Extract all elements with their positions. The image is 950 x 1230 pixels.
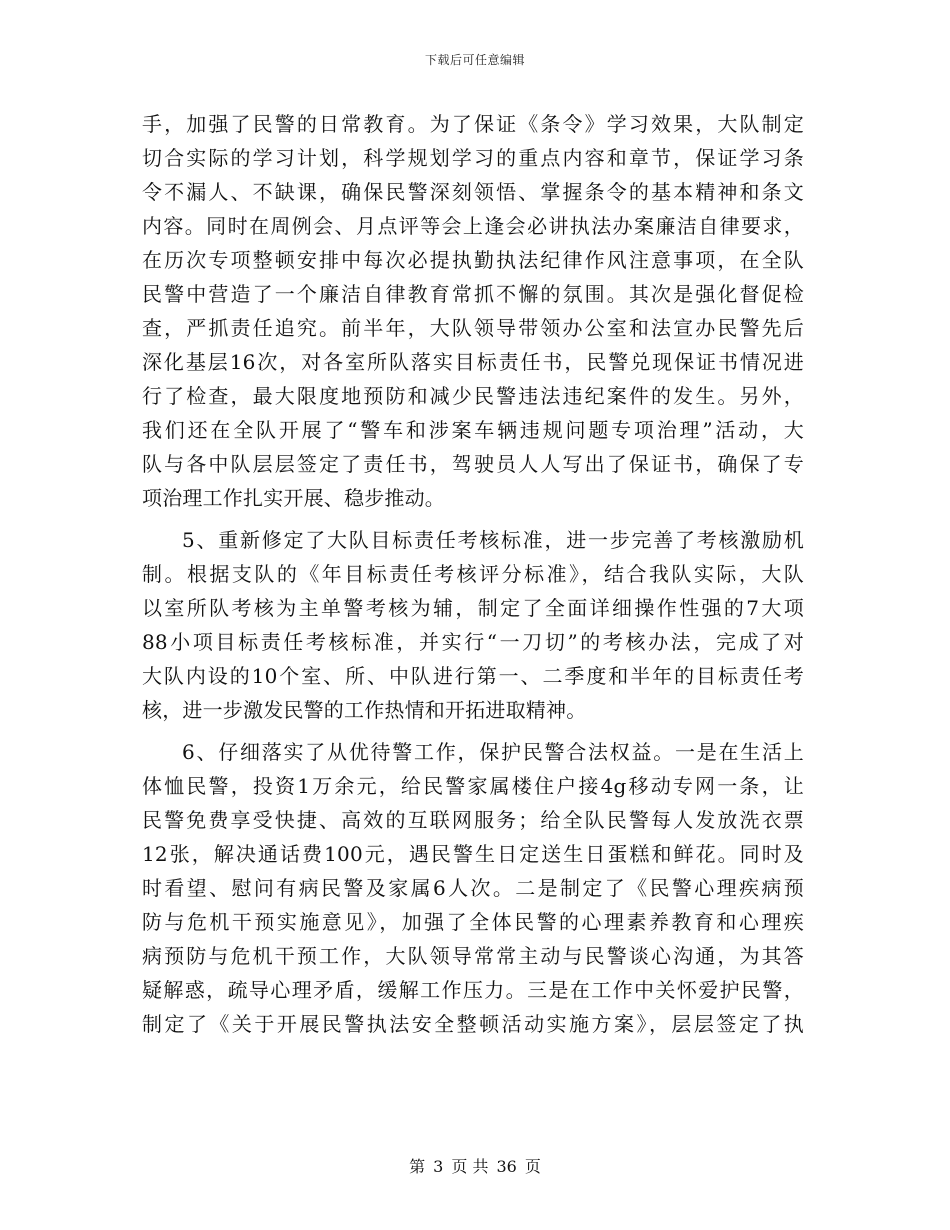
paragraph-line: 民警中营造了一个廉洁自律教育常抓不懈的氛围。其次是强化督促检 (142, 282, 804, 306)
paragraph-line: 深化基层16次，对各室所队落实目标责任书，民警兑现保证书情况进 (142, 350, 804, 374)
total-page-count: 36 (496, 1157, 517, 1176)
paragraph-line: 体恤民警，投资1万余元，给民警家属楼住户接4g移动专网一条，让 (142, 774, 804, 798)
footer-suffix: 页 (524, 1157, 541, 1176)
paragraph-line: 时看望、慰问有病民警及家属6人次。二是制定了《民警心理疾病预 (142, 876, 804, 900)
paragraph-line: 防与危机干预实施意见》，加强了全体民警的心理素养教育和心理疾 (142, 910, 804, 934)
paragraph-3 (142, 735, 804, 1041)
paragraph-line: 12张，解决通话费100元，遇民警生日定送生日蛋糕和鲜花。同时及 (142, 842, 804, 866)
paragraph-line: 切合实际的学习计划，科学规划学习的重点内容和章节，保证学习条 (142, 146, 804, 170)
paragraph-line: 88小项目标责任考核标准，并实行“一刀切”的考核办法，完成了对 (142, 630, 804, 654)
paragraph-line: 制定了《关于开展民警执法安全整顿活动实施方案》，层层签定了执 (142, 1012, 804, 1036)
footer-prefix: 第 (409, 1157, 426, 1176)
paragraph-1 (142, 107, 804, 515)
paragraph-line: 疑解惑，疏导心理矛盾，缓解工作压力。三是在工作中关怀爱护民警， (142, 978, 804, 1002)
paragraph-2 (142, 523, 804, 727)
paragraph-line: 在历次专项整顿安排中每次必提执勤执法纪律作风注意事项，在全队 (142, 248, 804, 272)
paragraph-line: 6、仔细落实了从优待警工作，保护民警合法权益。一是在生活上 (182, 740, 804, 764)
body-content (142, 107, 804, 1041)
paragraph-line: 我们还在全队开展了“警车和涉案车辆违规问题专项治理”活动，大 (142, 418, 804, 442)
current-page-number: 3 (433, 1157, 444, 1176)
paragraph-line: 制。根据支队的《年目标责任考核评分标准》，结合我队实际，大队 (142, 562, 804, 586)
paragraph-line: 5、重新修定了大队目标责任考核标准，进一步完善了考核激励机 (182, 528, 804, 552)
paragraph-line: 核，进一步激发民警的工作热情和开拓进取精神。 (142, 698, 587, 722)
page-header: 下载后可任意编辑 (424, 53, 525, 67)
paragraph-line: 手，加强了民警的日常教育。为了保证《条令》学习效果，大队制定 (142, 112, 804, 136)
paragraph-line: 民警免费享受快捷、高效的互联网服务；给全队民警每人发放洗衣票 (142, 808, 804, 832)
paragraph-line: 内容。同时在周例会、月点评等会上逢会必讲执法办案廉洁自律要求， (142, 214, 804, 238)
paragraph-line: 令不漏人、不缺课，确保民警深刻领悟、掌握条令的基本精神和条文 (142, 180, 804, 204)
paragraph-line: 查，严抓责任追究。前半年，大队领导带领办公室和法宣办民警先后 (142, 316, 804, 340)
footer-middle: 页 共 (451, 1157, 489, 1176)
page-footer (0, 1157, 950, 1177)
paragraph-line: 大队内设的10个室、所、中队进行第一、二季度和半年的目标责任考 (142, 664, 804, 688)
paragraph-line: 队与各中队层层签定了责任书，驾驶员人人写出了保证书，确保了专 (142, 452, 804, 476)
paragraph-line: 以室所队考核为主单警考核为辅，制定了全面详细操作性强的7大项 (142, 596, 804, 620)
paragraph-line: 项治理工作扎实开展、稳步推动。 (142, 486, 445, 510)
paragraph-line: 行了检查，最大限度地预防和减少民警违法违纪案件的发生。另外， (142, 384, 804, 408)
paragraph-line: 病预防与危机干预工作，大队领导常常主动与民警谈心沟通，为其答 (142, 944, 804, 968)
